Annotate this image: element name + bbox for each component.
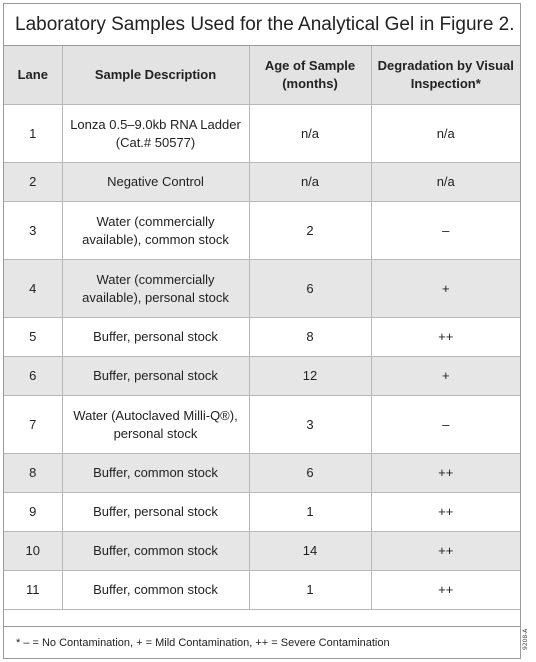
age-cell: 1: [249, 493, 371, 532]
lane-cell: 9: [4, 493, 62, 532]
lane-cell: 8: [4, 454, 62, 493]
degradation-cell: n/a: [371, 105, 520, 163]
description-cell: Buffer, personal stock: [62, 318, 249, 357]
table-row: [4, 202, 520, 260]
degradation-cell: n/a: [371, 163, 520, 202]
lane-cell: 4: [4, 260, 62, 318]
lane-cell: 10: [4, 532, 62, 571]
description-cell: Buffer, personal stock: [62, 493, 249, 532]
table-row: [4, 163, 520, 202]
lane-cell: 6: [4, 357, 62, 396]
degradation-cell: ++: [371, 318, 520, 357]
table-row: [4, 357, 520, 396]
table-row: [4, 571, 520, 610]
column-header-description: Sample Description: [62, 46, 249, 105]
description-cell: Water (commercially available), personal stock: [62, 260, 249, 318]
table-row: [4, 105, 520, 163]
lane-cell: 2: [4, 163, 62, 202]
degradation-cell: +: [371, 260, 520, 318]
degradation-cell: ++: [371, 454, 520, 493]
table-row: [4, 318, 520, 357]
description-cell: Lonza 0.5–9.0kb RNA Ladder (Cat.# 50577): [62, 105, 249, 163]
samples-table: [4, 46, 520, 610]
header-row: [4, 46, 520, 105]
age-cell: 12: [249, 357, 371, 396]
table-row: [4, 260, 520, 318]
lane-cell: 7: [4, 396, 62, 454]
age-cell: 3: [249, 396, 371, 454]
table-row: [4, 493, 520, 532]
lane-cell: 1: [4, 105, 62, 163]
lane-cell: 3: [4, 202, 62, 260]
degradation-cell: –: [371, 396, 520, 454]
lane-cell: 5: [4, 318, 62, 357]
age-cell: 8: [249, 318, 371, 357]
description-cell: Water (Autoclaved Milli-Q®), personal stock: [62, 396, 249, 454]
column-header-degradation: Degradation by Visual Inspection*: [371, 46, 520, 105]
age-cell: 1: [249, 571, 371, 610]
table-row: [4, 454, 520, 493]
age-cell: 14: [249, 532, 371, 571]
description-cell: Buffer, common stock: [62, 532, 249, 571]
description-cell: Buffer, common stock: [62, 571, 249, 610]
column-header-lane: Lane: [4, 46, 62, 105]
age-cell: 6: [249, 454, 371, 493]
description-cell: Water (commercially available), common stock: [62, 202, 249, 260]
lane-cell: 11: [4, 571, 62, 610]
description-cell: Buffer, common stock: [62, 454, 249, 493]
age-cell: n/a: [249, 163, 371, 202]
description-cell: Buffer, personal stock: [62, 357, 249, 396]
age-cell: n/a: [249, 105, 371, 163]
table-row: [4, 532, 520, 571]
degradation-cell: –: [371, 202, 520, 260]
table-title: Laboratory Samples Used for the Analytical Gel in Figure 2.: [4, 4, 520, 46]
sample-table-panel: [3, 3, 521, 659]
degradation-cell: +: [371, 357, 520, 396]
degradation-cell: ++: [371, 532, 520, 571]
description-cell: Negative Control: [62, 163, 249, 202]
figure-id: 9208-A: [522, 628, 529, 650]
contamination-legend-footnote: * – = No Contamination, + = Mild Contamination, ++ = Severe Contamination: [4, 626, 520, 660]
degradation-cell: ++: [371, 493, 520, 532]
age-cell: 2: [249, 202, 371, 260]
degradation-cell: ++: [371, 571, 520, 610]
table-row: [4, 396, 520, 454]
column-header-age: Age of Sample (months): [249, 46, 371, 105]
age-cell: 6: [249, 260, 371, 318]
